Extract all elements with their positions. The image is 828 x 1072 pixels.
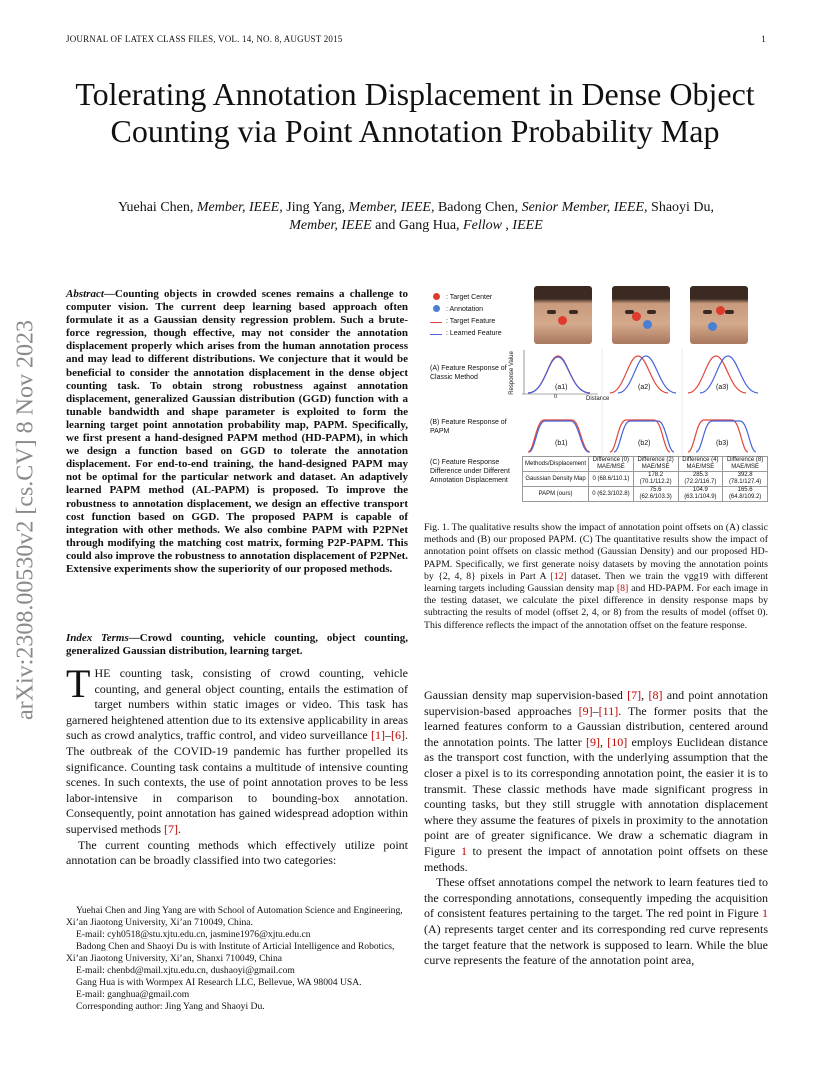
figure-link[interactable]: 1 [762,906,768,921]
learned-feature-curve [529,421,589,452]
panel-label: (a2) [638,384,651,391]
author-role: Member, IEEE [289,218,372,233]
figure-caption: Fig. 1. The qualitative results show the impact of annotation point offsets on (A) classic methods and (B) our proposed PAPM. (C) The quantitative results show the impact of annotation point offsets on classic method (Gaussian Density) and our proposed HD-PAPM. Specifically, we first generate noisy datasets by moving the annotation points by {2, 4, 8} pixels in Part A [12] dataset. Then we train the vgg19 with different learning targets including Gaussian density map [8] and HD-PAPM. For each image in the testing dataset, we calculate the pixel difference in density response maps by subtracting the results of model (offset 2, 4, or 8) from the results of model (offset 0). This difference reflects the impact of the annotation offset on the feature response. [424,522,769,631]
author-role: Member, IEEE, [196,200,283,215]
target-feature-line-icon [430,322,442,323]
citation-link[interactable]: [12] [550,570,567,582]
arxiv-stamp [6,290,46,750]
table-row: Gaussian Density Map 0 (68.6/110.1) 178.2 (70.1/112.2) 285.3 (72.2/116.7) 392.8 (78.1/127.4) [523,472,768,487]
right-column-body [424,688,768,969]
target-feature-curve [688,420,748,452]
citation-link[interactable]: [8] [616,583,629,595]
footnote: Yuehai Chen and Jing Yang are with School of Automation Science and Engineering, Xi’an Jiaotong University, Xi’an 710049, China. E-mail: cyh0518@stu.xjtu.edu.cn, jasmine1976@xjtu.edu.cn Badong Chen and Shaoyi Du is with Institute of Articial Intelligence and Robotics, Xi’an Jiaotong University, Xi’an, Shanxi 710049, China E-mail: chenbd@mail.xjtu.edu.cn, dushaoyi@gmail.com Gang Hua is with Wormpex AI Research LLC, Bellevue, WA 98004 USA. E-mail: ganghua@gmail.com Corresponding author: Jing Yang and Shaoyi Du. [66,905,403,1012]
author-name: Shaoyi Du, [651,200,715,215]
index-terms-text: —Crowd counting, vehicle counting, object counting, generalized Gaussian distribution, learning target. [66,632,408,658]
panel-label: (a3) [716,384,729,391]
citation-link[interactable]: [9] [586,734,601,749]
x-axis-label: Distance [586,396,610,402]
citation-link[interactable]: [10] [607,734,628,749]
author-name: Yuehai Chen, [117,200,194,215]
annotation-dot [708,322,717,331]
panel-label: (a1) [555,384,568,391]
author-name: Badong Chen, [437,200,519,215]
table-header-row: Methods/Displacement Difference (0) MAE/MSE Difference (2) MAE/MSE Difference (4) MAE/MSE Difference (8) MAE/MSE [523,457,768,472]
citation-link[interactable]: [7] [627,688,642,702]
y-axis-label: Response Value [509,351,515,395]
row-label-a: (A) Feature Response of Classic Method [430,365,507,381]
citation-link[interactable]: [8] [648,688,663,702]
paragraph: Gaussian density map supervision-based [7], [8] and point annotation supervision-based approaches [9]–[11]. The former posits that the learned features conform to a Gaussian distribution, centered around the annotation points. The latter [9], [10] employs Euclidean distance as the transport cost function, with the underlying assumption that the closer a pixel is to its corresponding annotation point, the easier it is to transmit. These classic methods have made significant progress in counting tasks, but they still struggle with annotation displacement where they assume the features of pixels in proximity to the annotation point are of greater significance. We draw a schematic diagram in Figure 1 to present the impact of annotation point offsets on these methods. [424,688,769,874]
target-center-icon [433,293,440,300]
intro-paragraph-2: The current counting methods which effectively utilize point annotation can be broadly classified into two categories: [66,837,408,868]
annotation-icon [433,305,440,312]
figure-legend: : Target Center : Annotation : Target Feature : Learned Feature [430,292,502,340]
panel-label: (b2) [638,440,651,447]
citation-link[interactable]: [11] [598,703,619,718]
panel-label: (b1) [555,440,568,447]
paragraph: These offset annotations compel the network to learn features tied to the corresponding annotations, consequently impeding the acquisition of consistent features pertaining to the target. The red point in Figure 1 (A) represents target center and its corresponding red curve represents the target feature that the network is supposed to learn. While the blue curve represents the feature of the annotation point area, [424,875,768,968]
abstract [66,288,408,576]
target-center-dot [632,312,641,321]
citation-link[interactable]: [9] [578,703,593,718]
panel-label: (b3) [716,440,729,447]
difference-table [522,456,768,502]
abstract-label: Abstract [66,288,104,300]
citation-link[interactable]: [6] [391,728,405,743]
index-terms [66,632,408,658]
row-label-b: (B) Feature Response of PAPM [430,419,507,435]
citation-link[interactable]: [1] [371,728,385,743]
author-name: and Gang Hua, [375,218,460,233]
face-image [534,286,592,344]
intro-paragraph-1: THE counting task, consisting of crowd counting, vehicle counting, and general object counting, entails the estimation of target numbers within static images or video. This task has garnered heightened attention due to its extensive applicability in areas such as crowd analytics, traffic control, and video surveillance [1]–[6]. The outbreak of the COVID-19 pandemic has further propelled its significance. Counting task contains a multitude of intensive counting scenes. In such contexts, the use of point annotation proves to be less labor-intensive in comparison to bounding-box annotation. Consequently, point annotation has gained widespread adoption within supervised methods [7]. [66,661,408,836]
author-list [66,199,766,235]
journal-header: JOURNAL OF LATEX CLASS FILES, VOL. 14, NO. 8, AUGUST 2015 [66,34,343,44]
target-feature-curve [528,420,590,452]
author-name: Jing Yang, [286,200,346,215]
abstract-text: —Counting objects in crowded scenes remains a challenge to computer vision. The current deep learning based approach often formulate it as a Gaussian density regression problem. Such a brute-force regression, though effective, may not consider the annotation displacement properly which arises from the human annotation process and may lead to different distributions. We conjecture that it would be beneficial to consider the annotation displacement in the dense object counting task. To obtain strong robustness against annotation displacement, generalized Gaussian distribution (GGD) function with a tunable bandwidth and shape parameter is exploited to form the learning target point annotation probability map, PAPM. Specifically, we first present a hand-designed PAPM method (HD-PAPM), in which we design a function based on GGD to tolerate the annotation displacement. For end-to-end training, the hand-designed PAPM may not be optimal for the particular network and dataset. An adaptively learned PAPM method (AL-PAPM) is proposed. To improve the robustness to annotation displacement, we design an effective transport cost function based on GGD. The proposed PAPM is capable of integration with other methods. We also combine PAPM with P2PNet through modifying the matching cost matrix, forming P2P-PAPM. This could also improve the robustness to annotation displacement of P2PNet. Extensive experiments show the superiority of our proposed methods. [66,288,408,575]
author-role: Fellow , IEEE [463,218,543,233]
face-image [690,286,748,344]
target-center-dot [558,316,567,325]
index-terms-label: Index Terms [66,632,129,644]
face-image [612,286,670,344]
learned-feature-curve [614,421,674,452]
learned-feature-curve [696,421,756,452]
introduction [66,661,408,869]
citation-link[interactable]: [7] [164,821,178,836]
arxiv-id[interactable]: arXiv:2308.00530v2 [cs.CV] 8 Nov 2023 [12,320,39,720]
figure-1 [424,286,768,516]
paper-title: Tolerating Annotation Displacement in Dense Object Counting via Point Annotation Probability Map [75,76,755,149]
running-header [66,34,766,44]
row-label-c: (C) Feature Response Difference under Different Annotation Displacement [430,459,510,484]
drop-cap: T [66,661,91,706]
page-number: 1 [761,34,766,44]
axis-zero: 0 [554,394,558,400]
target-center-dot [716,306,725,315]
annotation-dot [643,320,652,329]
author-role: Member, IEEE, [348,200,435,215]
figure-link[interactable]: 1 [460,843,467,858]
author-role: Senior Member, IEEE, [521,200,648,215]
learned-feature-line-icon [430,334,442,335]
target-feature-curve [610,420,670,452]
table-row: PAPM (ours) 0 (62.3/102.8) 75.6 (62.6/103.3) 104.9 (63.1/104.9) 165.6 (64.8/109.2) [523,487,768,502]
